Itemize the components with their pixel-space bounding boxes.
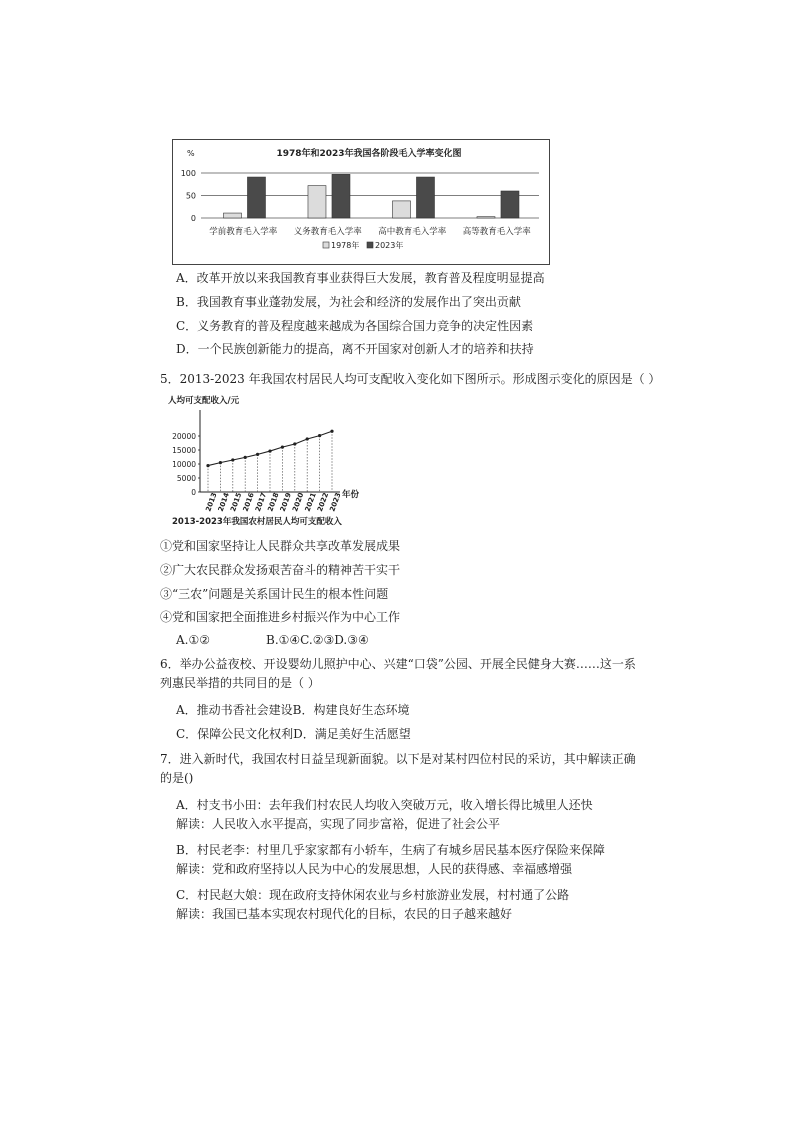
bar — [223, 213, 241, 218]
q5-item-2: ②广大农民群众发扬艰苦奋斗的精神苦干实干 — [160, 563, 401, 577]
x-tick-label: 2022 — [315, 491, 331, 513]
rural-income-line-chart — [166, 392, 366, 530]
q5-choice-a: A.①② — [176, 633, 210, 647]
q6-stem-line1: 6．举办公益夜校、开设婴幼儿照护中心、兴建“口袋”公园、开展全民健身大赛……这一系 — [160, 657, 636, 671]
q4-option-b: B．我国教育事业蓬勃发展，为社会和经济的发展作出了突出贡献 — [176, 295, 521, 309]
q7-option-b-reading: 解读：党和政府坚持以人民为中心的发展思想，人民的获得感、幸福感增强 — [176, 862, 573, 876]
y-tick-label: 0 — [190, 214, 196, 223]
legend-label: 2023年 — [375, 241, 404, 250]
q6-options-line1: A．推动书香社会建设B．构建良好生态环境 — [176, 703, 410, 717]
y-tick-label: 5000 — [176, 474, 196, 483]
q7-option-c: C．村民赵大娘：现在政府支持休闲农业与乡村旅游业发展，村村通了公路 — [176, 888, 570, 902]
q4-option-a: A．改革开放以来我国教育事业获得巨大发展，教育普及程度明显提高 — [176, 271, 545, 285]
q5-item-3: ③“三农”问题是关系国计民生的根本性问题 — [160, 587, 389, 601]
y-tick-label: 20000 — [172, 432, 196, 441]
y-tick-label: 15000 — [172, 446, 196, 455]
x-tick-label: 2015 — [229, 491, 244, 513]
bar — [392, 201, 410, 218]
bar — [308, 186, 326, 218]
q5-stem: 5．2013-2023 年我国农村居民人均可支配收入变化如下图所示。形成图示变化的原因是（ ） — [160, 372, 661, 386]
data-point — [219, 461, 222, 464]
y-tick-label: 50 — [185, 191, 196, 201]
bar — [501, 191, 519, 218]
q5-item-4: ④党和国家把全面推进乡村振兴作为中心工作 — [160, 610, 401, 624]
q5-choices-bcd: B.①④C.②③D.③④ — [266, 633, 369, 647]
chart-caption: 2013-2023年我国农村居民人均可支配收入 — [172, 517, 342, 527]
data-point — [318, 434, 321, 437]
legend-label: 1978年 — [331, 241, 360, 250]
x-tick-label: 2013 — [204, 491, 219, 513]
x-axis-title: 年份 — [342, 490, 360, 500]
y-tick-label: 0 — [191, 488, 196, 497]
y-tick-label: 100 — [180, 169, 196, 178]
q6-stem-line2: 列惠民举措的共同目的是（ ） — [160, 676, 320, 690]
data-point — [256, 453, 259, 456]
data-point — [293, 442, 296, 445]
legend-swatch — [367, 242, 373, 248]
q7-option-c-reading: 解读：我国已基本实现农村现代化的目标，农民的日子越来越好 — [176, 907, 513, 921]
x-category-label: 高等教育毛入学率 — [462, 227, 531, 237]
y-axis-title: 人均可支配收入/元 — [168, 396, 240, 406]
data-point — [330, 430, 333, 433]
q7-stem-line1: 7．进入新时代，我国农村日益呈现新面貌。以下是对某村四位村民的采访，其中解读正确 — [160, 752, 636, 766]
bar — [416, 177, 434, 218]
data-point — [281, 446, 284, 449]
q7-stem-line2: 的是() — [160, 771, 194, 785]
y-axis-unit: % — [187, 149, 195, 158]
x-tick-label: 2019 — [278, 491, 293, 513]
x-category-label: 义务教育毛入学率 — [293, 227, 362, 237]
enrollment-bar-chart — [173, 140, 549, 264]
y-tick-label: 10000 — [172, 460, 196, 469]
x-tick-label: 2020 — [291, 491, 306, 513]
x-category-label: 高中教育毛入学率 — [378, 227, 447, 237]
q4-option-d: D．一个民族创新能力的提高，离不开国家对创新人才的培养和扶持 — [176, 342, 534, 356]
q5-item-1: ①党和国家坚持让人民群众共享改革发展成果 — [160, 539, 401, 553]
x-tick-label: 2023 — [328, 491, 343, 513]
data-point — [268, 449, 271, 452]
x-tick-label: 2021 — [303, 491, 318, 513]
x-tick-label: 2016 — [241, 491, 256, 513]
q7-option-a-reading: 解读：人民收入水平提高，实现了同步富裕，促进了社会公平 — [176, 817, 501, 831]
bar — [332, 174, 350, 218]
q6-options-line2: C．保障公民文化权利D．满足美好生活愿望 — [176, 727, 411, 741]
data-point — [306, 437, 309, 440]
bar — [477, 217, 495, 218]
legend-swatch — [323, 242, 329, 248]
chart-title: 1978年和2023年我国各阶段毛入学率变化图 — [276, 149, 462, 159]
x-tick-label: 2017 — [253, 491, 269, 513]
data-point — [206, 464, 209, 467]
enrollment-chart-frame — [172, 139, 550, 265]
data-point — [244, 456, 247, 459]
q7-option-b: B．村民老李：村里几乎家家都有小轿车，生病了有城乡居民基本医疗保险来保障 — [176, 843, 605, 857]
x-category-label: 学前教育毛入学率 — [209, 227, 278, 237]
x-tick-label: 2014 — [216, 491, 231, 513]
q7-option-a: A．村支书小田：去年我们村农民人均收入突破万元，收入增长得比城里人还快 — [176, 798, 593, 812]
x-tick-label: 2018 — [266, 491, 281, 513]
q4-option-c: C．义务教育的普及程度越来越成为各国综合国力竞争的决定性因素 — [176, 319, 534, 333]
bar — [247, 177, 265, 218]
data-point — [231, 458, 234, 461]
